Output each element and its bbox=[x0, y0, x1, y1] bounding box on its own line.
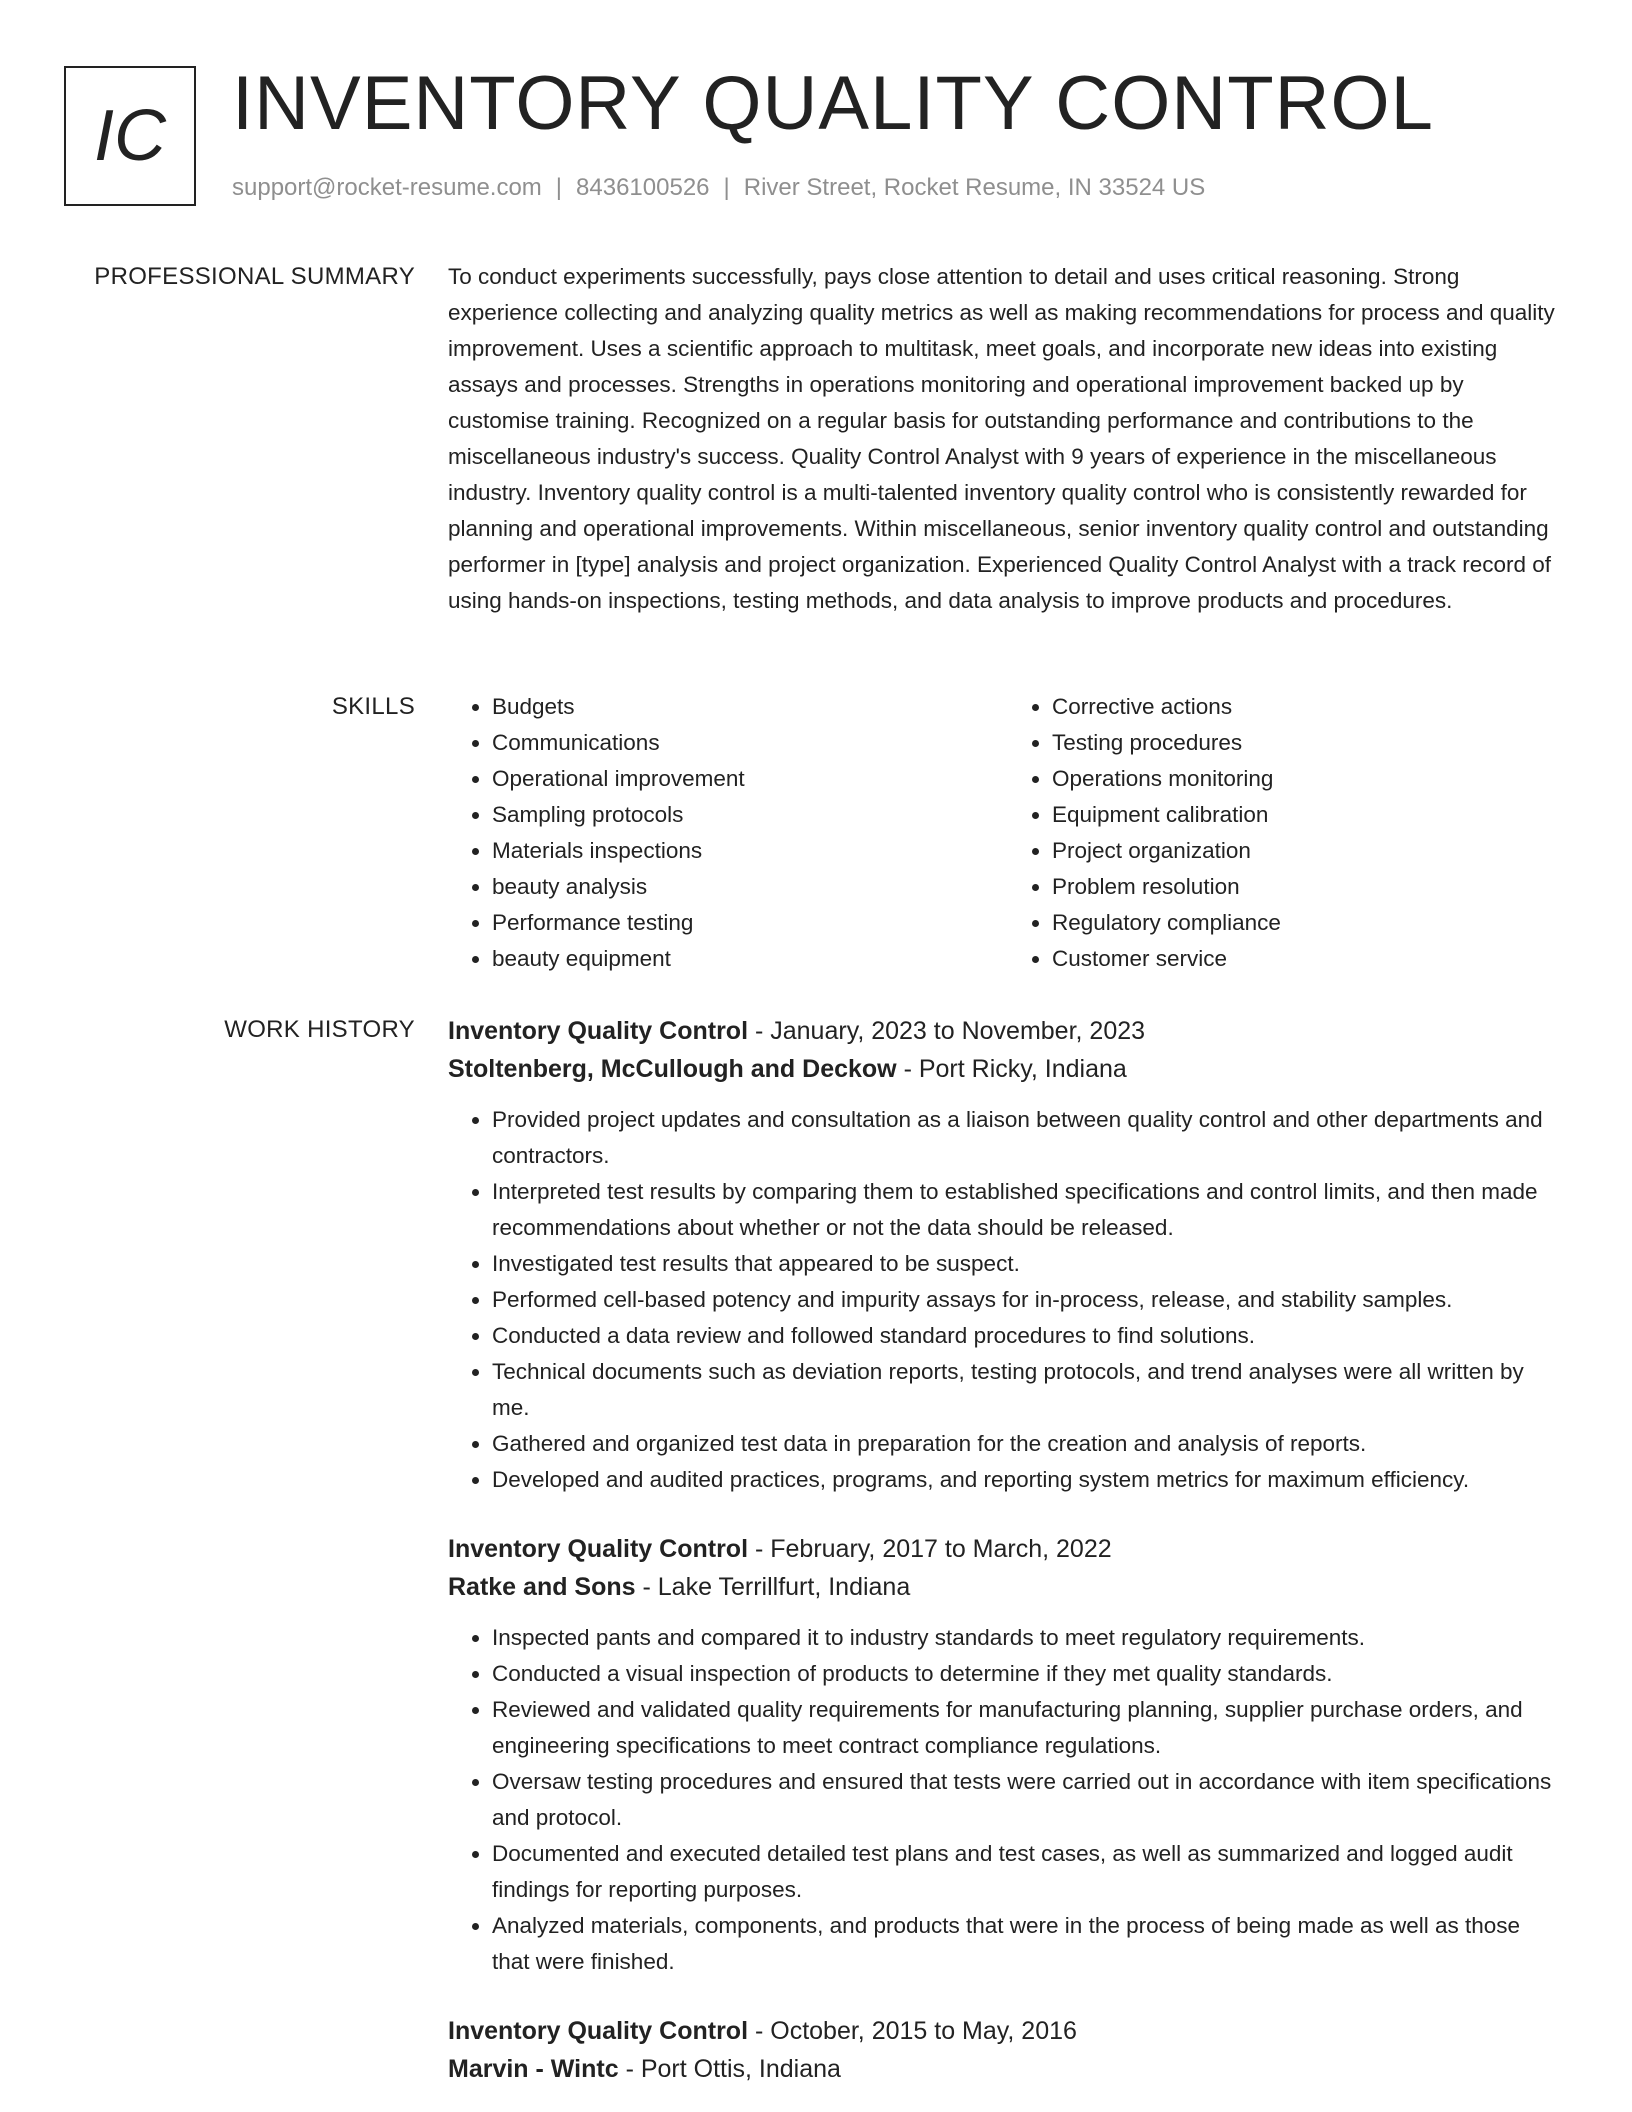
work-history-body bbox=[448, 1012, 1568, 2088]
skill-item: • Customer service bbox=[1052, 941, 1568, 977]
skills-body bbox=[448, 689, 1568, 977]
resume-name: INVENTORY QUALITY CONTROL bbox=[232, 61, 1434, 146]
job-duty: • Performed cell-based potency and impurity assays for in-process, release, and stability samples. bbox=[492, 1282, 1568, 1318]
skill-item: • Operational improvement bbox=[492, 761, 1008, 797]
job-entry bbox=[448, 1530, 1568, 1980]
contact-separator: | bbox=[555, 174, 563, 201]
contact-address: River Street, Rocket Resume, IN 33524 US bbox=[743, 174, 1206, 201]
job-title-line bbox=[448, 2012, 1568, 2050]
job-duty: • Inspected pants and compared it to industry standards to meet regulatory requirements. bbox=[492, 1620, 1568, 1656]
job-duty: • Investigated test results that appeared to be suspect. bbox=[492, 1246, 1568, 1282]
contact-phone: 8436100526 bbox=[576, 174, 710, 201]
job-company: Stoltenberg, McCullough and Deckow bbox=[448, 1055, 897, 1083]
job-entry bbox=[448, 1012, 1568, 1498]
skill-item: • Communications bbox=[492, 725, 1008, 761]
job-duty: • Provided project updates and consultation as a liaison between quality control and other departments and contractors. bbox=[492, 1102, 1568, 1174]
job-duty: • Technical documents such as deviation reports, testing protocols, and trend analyses were all written by me. bbox=[492, 1354, 1568, 1426]
skill-item: • Testing procedures bbox=[1052, 725, 1568, 761]
summary-text: To conduct experiments successfully, pays close attention to detail and uses critical reasoning. Strong experience collecting and analyzing quality metrics as well as making recommendations for process and quality improvement. Uses a scientific approach to multitask, meet goals, and incorporate new ideas into existing assays and processes. Strengths in operations monitoring and operational improvement backed up by customise training. Recognized on a regular basis for outstanding performance and contributions to the miscellaneous industry's success. Quality Control Analyst with 9 years of experience in the miscellaneous industry. Inventory quality control is a multi-talented inventory quality control who is consistently rewarded for planning and operational improvements. Within miscellaneous, senior inventory quality control and outstanding performer in [type] analysis and project organization. Experienced Quality Control Analyst with a track record of using hands-on inspections, testing methods, and data analysis to improve products and procedures. bbox=[448, 264, 1555, 613]
job-location: - Lake Terrillfurt, Indiana bbox=[635, 1573, 911, 1601]
job-location: - Port Ricky, Indiana bbox=[896, 1055, 1127, 1083]
job-entry bbox=[448, 2012, 1568, 2088]
summary-heading: PROFESSIONAL SUMMARY bbox=[94, 263, 415, 290]
job-duty: • Reviewed and validated quality requirements for manufacturing planning, supplier purchase orders, and engineering specifications to meet contract compliance regulations. bbox=[492, 1692, 1568, 1764]
initials-text: IC bbox=[94, 96, 166, 176]
job-company: Ratke and Sons bbox=[448, 1573, 636, 1601]
job-company-line bbox=[448, 1050, 1568, 1088]
work-history-heading: WORK HISTORY bbox=[224, 1016, 415, 1043]
job-duties-list bbox=[448, 1102, 1568, 1498]
skill-item: • Operations monitoring bbox=[1052, 761, 1568, 797]
job-company-line bbox=[448, 2050, 1568, 2088]
job-dates: - February, 2017 to March, 2022 bbox=[748, 1535, 1112, 1563]
job-duty: • Oversaw testing procedures and ensured that tests were carried out in accordance with item specifications and protocol. bbox=[492, 1764, 1568, 1836]
job-duty: • Analyzed materials, components, and products that were in the process of being made as well as those that were finished. bbox=[492, 1908, 1568, 1980]
skill-item: • Equipment calibration bbox=[1052, 797, 1568, 833]
job-duties-list bbox=[448, 1620, 1568, 1980]
job-company-line bbox=[448, 1568, 1568, 1606]
skill-item: • Corrective actions bbox=[1052, 689, 1568, 725]
job-title: Inventory Quality Control bbox=[448, 2017, 749, 2045]
skill-item: • beauty equipment bbox=[492, 941, 1008, 977]
job-duty: • Documented and executed detailed test plans and test cases, as well as summarized and logged audit findings for reporting purposes. bbox=[492, 1836, 1568, 1908]
job-title-line bbox=[448, 1012, 1568, 1050]
job-dates: - January, 2023 to November, 2023 bbox=[748, 1017, 1146, 1045]
job-title-line bbox=[448, 1530, 1568, 1568]
job-dates: - October, 2015 to May, 2016 bbox=[748, 2017, 1077, 2045]
skill-item: • Materials inspections bbox=[492, 833, 1008, 869]
initials-monogram bbox=[64, 66, 196, 206]
contact-separator: | bbox=[723, 174, 730, 201]
skills-heading: SKILLS bbox=[331, 693, 415, 720]
job-duty: • Interpreted test results by comparing them to established specifications and control limits, and then made recommendations about whether or not the data should be released. bbox=[492, 1174, 1568, 1246]
job-company: Marvin - Wintc bbox=[448, 2055, 619, 2083]
skill-item: • Regulatory compliance bbox=[1052, 905, 1568, 941]
job-title: Inventory Quality Control bbox=[448, 1017, 749, 1045]
job-location: - Port Ottis, Indiana bbox=[618, 2055, 841, 2083]
skill-item: • beauty analysis bbox=[492, 869, 1008, 905]
job-duty: • Conducted a data review and followed standard procedures to find solutions. bbox=[492, 1318, 1568, 1354]
job-duty: • Conducted a visual inspection of products to determine if they met quality standards. bbox=[492, 1656, 1568, 1692]
skill-item: • Project organization bbox=[1052, 833, 1568, 869]
skill-item: • Budgets bbox=[492, 689, 1008, 725]
skill-item: • Problem resolution bbox=[1052, 869, 1568, 905]
skills-list-right bbox=[1008, 689, 1568, 977]
skills-list-left bbox=[448, 689, 1008, 977]
contact-email: support@rocket-resume.com bbox=[232, 174, 542, 201]
skill-item: • Sampling protocols bbox=[492, 797, 1008, 833]
job-duty: • Developed and audited practices, programs, and reporting system metrics for maximum efficiency. bbox=[492, 1462, 1568, 1498]
contact-line bbox=[232, 174, 1205, 202]
skill-item: • Performance testing bbox=[492, 905, 1008, 941]
summary-body bbox=[448, 259, 1568, 619]
job-title: Inventory Quality Control bbox=[448, 1535, 749, 1563]
job-duty: • Gathered and organized test data in preparation for the creation and analysis of reports. bbox=[492, 1426, 1568, 1462]
